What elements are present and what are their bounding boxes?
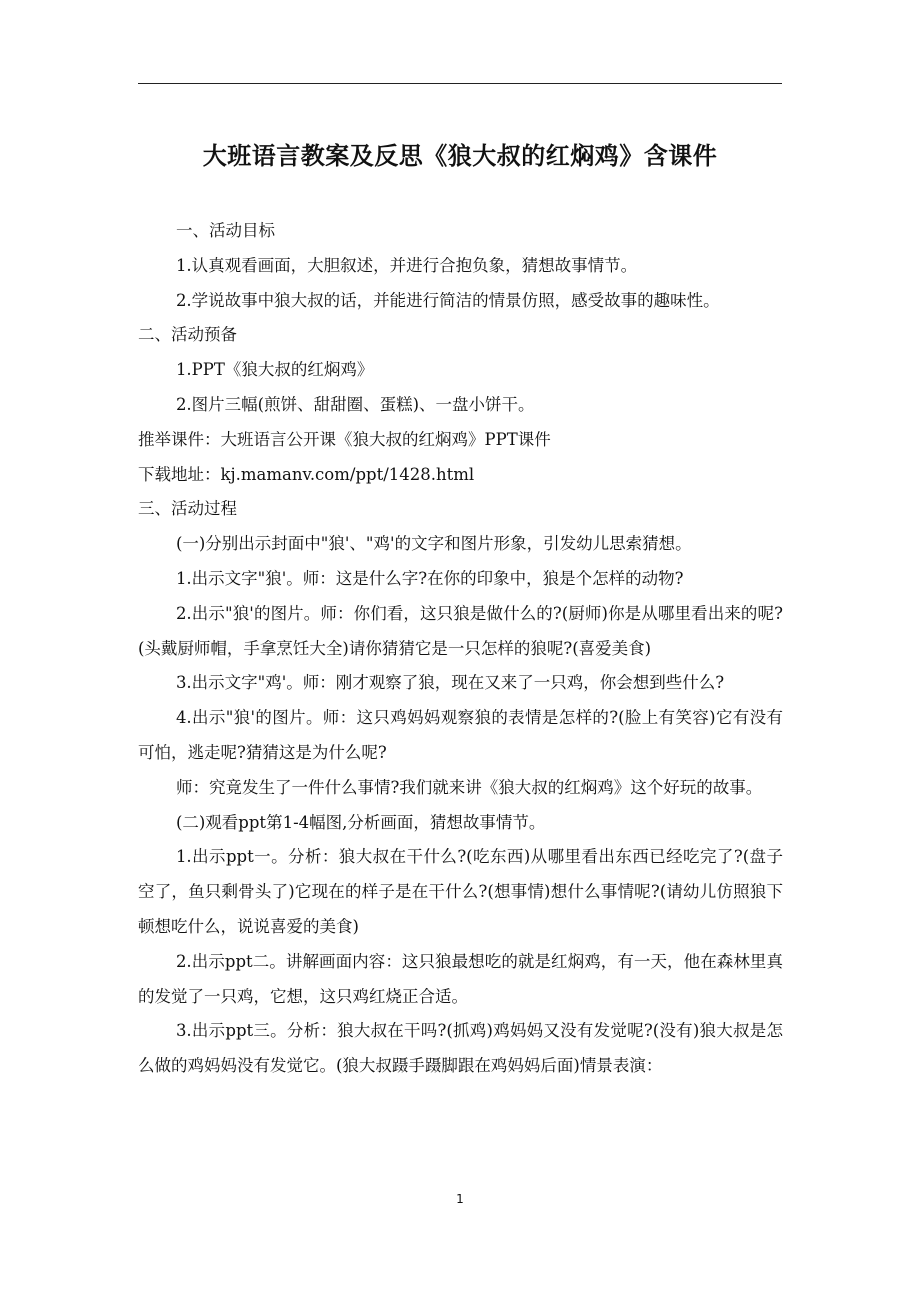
paragraph: 4.出示"狼'的图片。师：这只鸡妈妈观察狼的表情是怎样的?(脸上有笑容)它有没有可怕，逃走呢?猜猜这是为什么呢? bbox=[138, 708, 783, 762]
paragraph: (二)观看ppt第1-4幅图,分析画面，猜想故事情节。 bbox=[175, 812, 546, 832]
document-body bbox=[138, 214, 783, 1084]
document-title: 大班语言教案及反思《狼大叔的红焖鸡》含课件 bbox=[202, 142, 718, 170]
heading-activity-preparation: 二、活动预备 bbox=[138, 325, 237, 345]
download-address: 下载地址：kj.mamanv.com/ppt/1428.html bbox=[138, 464, 475, 484]
paragraph: 2.图片三幅(煎饼、甜甜圈、蛋糕)、一盘小饼干。 bbox=[175, 394, 535, 414]
heading-activity-goals: 一、活动目标 bbox=[175, 221, 275, 240]
header-divider bbox=[138, 83, 782, 84]
paragraph: 2.出示"狼'的图片。师：你们看，这只狼是做什么的?(厨师)你是从哪里看出来的呢?(头戴厨师帽，手拿烹饪大全)请你猜猜它是一只怎样的狼呢?(喜爱美食) bbox=[138, 603, 783, 658]
paragraph: 3.出示ppt三。分析：狼大叔在干吗?(抓鸡)鸡妈妈又没有发觉呢?(没有)狼大叔是怎么做的鸡妈妈没有发觉它。(狼大叔蹑手蹑脚跟在鸡妈妈后面)情景表演： bbox=[138, 1021, 783, 1076]
paragraph: 1.认真观看画面，大胆叙述，并进行合抱负象，猜想故事情节。 bbox=[175, 255, 638, 275]
paragraph: (一)分别出示封面中"狼'、"鸡'的文字和图片形象，引发幼儿思索猜想。 bbox=[175, 534, 692, 554]
recommended-courseware: 推举课件：大班语言公开课《狼大叔的红焖鸡》PPT课件 bbox=[138, 429, 551, 449]
page-number: 1 bbox=[456, 1192, 464, 1206]
paragraph: 1.PPT《狼大叔的红焖鸡》 bbox=[175, 360, 374, 380]
paragraph: 师：究竟发生了一件什么事情?我们就来讲《狼大叔的红焖鸡》这个好玩的故事。 bbox=[175, 777, 763, 797]
heading-activity-process: 三、活动过程 bbox=[138, 499, 237, 519]
paragraph: 3.出示文字"鸡'。师：刚才观察了狼，现在又来了一只鸡，你会想到些什么? bbox=[175, 673, 725, 693]
paragraph: 2.学说故事中狼大叔的话，并能进行简洁的情景仿照，感受故事的趣味性。 bbox=[175, 290, 720, 310]
paragraph: 1.出示ppt一。分析：狼大叔在干什么?(吃东西)从哪里看出东西已经吃完了?(盘子空了，鱼只剩骨头了)它现在的样子是在干什么?(想事情)想什么事情呢?(请幼儿仿照狼下顿想吃什么，说说喜爱的美食) bbox=[138, 847, 783, 936]
paragraph: 1.出示文字"狼'。师：这是什么字?在你的印象中，狼是个怎样的动物? bbox=[175, 568, 684, 588]
paragraph: 2.出示ppt二。讲解画面内容：这只狼最想吃的就是红焖鸡，有一天，他在森林里真的发觉了一只鸡，它想，这只鸡红烧正合适。 bbox=[138, 951, 783, 1006]
